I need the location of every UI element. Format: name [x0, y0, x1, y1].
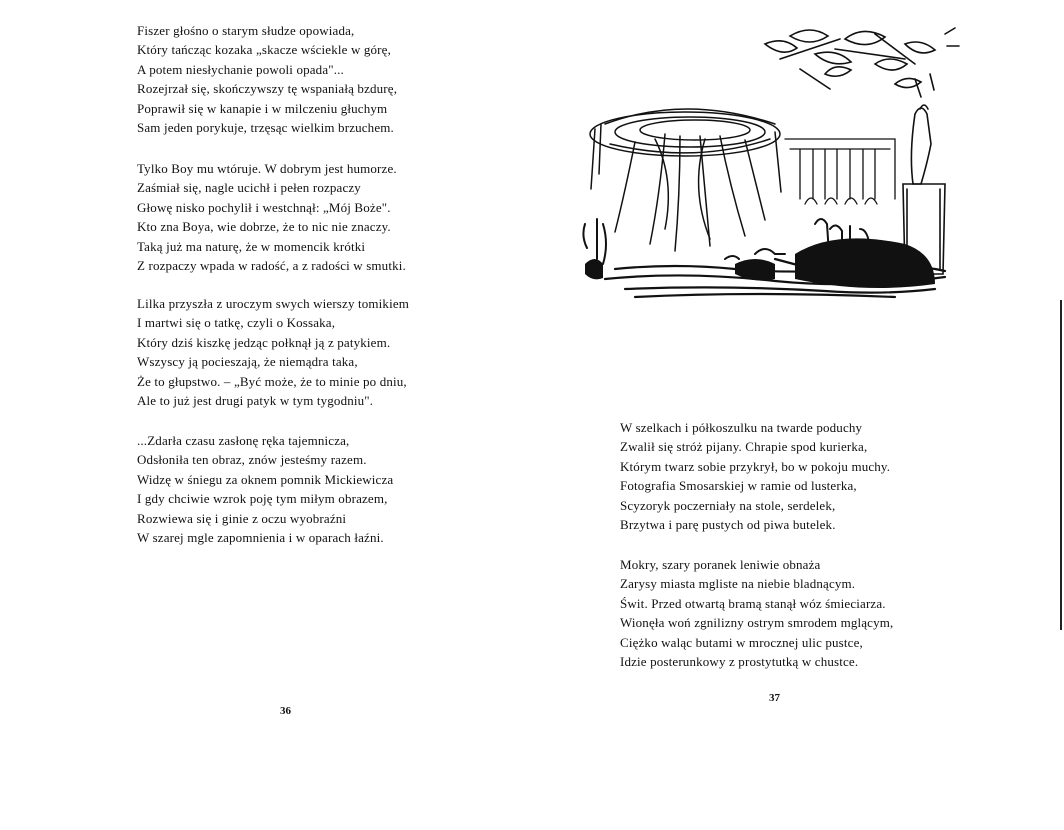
verse-line: Wszyscy ją pocieszają, że niemądra taka,	[137, 354, 358, 370]
verse-line: Ciężko waląc butami w mrocznej ulic pustce,	[620, 634, 863, 650]
poem-stanza-4	[137, 431, 393, 547]
verse-line: ...Zdarła czasu zasłonę ręka tajemnicza,	[137, 433, 350, 448]
verse-line: Z rozpaczy wpada w radość, a z radości w smutki.	[137, 258, 406, 274]
verse-line: Brzytwa i parę pustych od piwa butelek.	[620, 517, 836, 533]
verse-line: Idzie posterunkowy z prostytutką w chustce.	[620, 654, 859, 670]
verse-line: Lilka przyszła z uroczym swych wierszy tomikiem	[137, 296, 410, 311]
verse-line: Odsłoniła ten obraz, znów jesteśmy razem.	[137, 452, 367, 468]
poem-stanza-6	[620, 555, 893, 671]
verse-line: Zarysy miasta mgliste na niebie bladnącym.	[620, 576, 856, 592]
verse-line: Zaśmiał się, nagle ucichł i pełen rozpaczy	[137, 180, 361, 196]
verse-line: Ale to już jest drugi patyk w tym tygodniu".	[137, 393, 374, 409]
fountain-sketch	[590, 109, 781, 251]
dark-shadow-mass	[795, 238, 935, 288]
verse-line: Który tańcząc kozaka „skacze wściekle w górę,	[137, 42, 391, 58]
verse-line: Tylko Boy mu wtóruje. W dobrym jest humorze.	[137, 161, 397, 176]
verse-line: Wionęła woń zgnilizny ostrym smrodem mglącym,	[620, 615, 894, 631]
poem-stanza-1	[137, 21, 397, 137]
verse-line: A potem niesłychanie powoli opada"...	[137, 61, 344, 77]
verse-line: I gdy chciwie wzrok poję tym miłym obrazem,	[137, 491, 388, 507]
verse-line: Mokry, szary poranek leniwie obnaża	[620, 557, 821, 572]
dark-shadow-mass	[585, 259, 603, 279]
verse-line: W szarej mgle zapomnienia i w oparach łaźni.	[137, 530, 384, 546]
verse-line: Którym twarz sobie przykrył, bo w pokoju muchy.	[620, 458, 891, 474]
verse-line: W szelkach i półkoszulku na twarde poduchy	[620, 420, 863, 435]
verse-line: Scyzoryk poczerniały na stole, serdelek,	[620, 497, 836, 513]
page-number: 37	[769, 692, 780, 704]
verse-line: Sam jeden porykuje, trzęsąc wielkim brzuchem.	[137, 120, 394, 136]
verse-line: Rozwiewa się i ginie z oczu wyobraźni	[137, 510, 347, 526]
page-edge	[1060, 300, 1062, 630]
verse-line: Poprawił się w kanapie i w milczeniu głuchym	[137, 100, 388, 116]
verse-line: Że to głupstwo. – „Być może, że to minie po dniu,	[137, 373, 407, 389]
verse-line: Kto zna Boya, wie dobrze, że to nic nie znaczy.	[137, 219, 391, 235]
verse-line: Głowę nisko pochylił i westchnął: „Mój Boże".	[137, 199, 391, 215]
verse-line: Rozejrzał się, skończywszy tę wspaniałą bzdurę,	[137, 81, 398, 97]
page-number: 36	[280, 705, 291, 717]
poem-stanza-2	[137, 159, 406, 275]
verse-line: Widzę w śniegu za oknem pomnik Mickiewicza	[137, 471, 394, 487]
verse-line: Zwalił się stróż pijany. Chrapie spod kurierka,	[620, 439, 868, 455]
poem-stanza-3	[137, 294, 409, 410]
foliage-sketch	[765, 28, 959, 97]
verse-line: Fiszer głośno o starym słudze opowiada,	[137, 23, 355, 38]
verse-line: Fotografia Smosarskiej w ramie od lusterka,	[620, 478, 857, 494]
verse-line: Taką już ma naturę, że w momencik krótki	[137, 238, 366, 254]
verse-line: Świt. Przed otwartą bramą stanął wóz śmieciarza.	[620, 595, 886, 611]
verse-line: I martwi się o tatkę, czyli o Kossaka,	[137, 315, 336, 331]
city-square-illustration	[575, 14, 965, 304]
verse-line: Który dziś kiszkę jedząc połknął ją z patykiem.	[137, 334, 391, 350]
poem-stanza-5	[620, 418, 890, 534]
building-sketch	[785, 139, 895, 204]
